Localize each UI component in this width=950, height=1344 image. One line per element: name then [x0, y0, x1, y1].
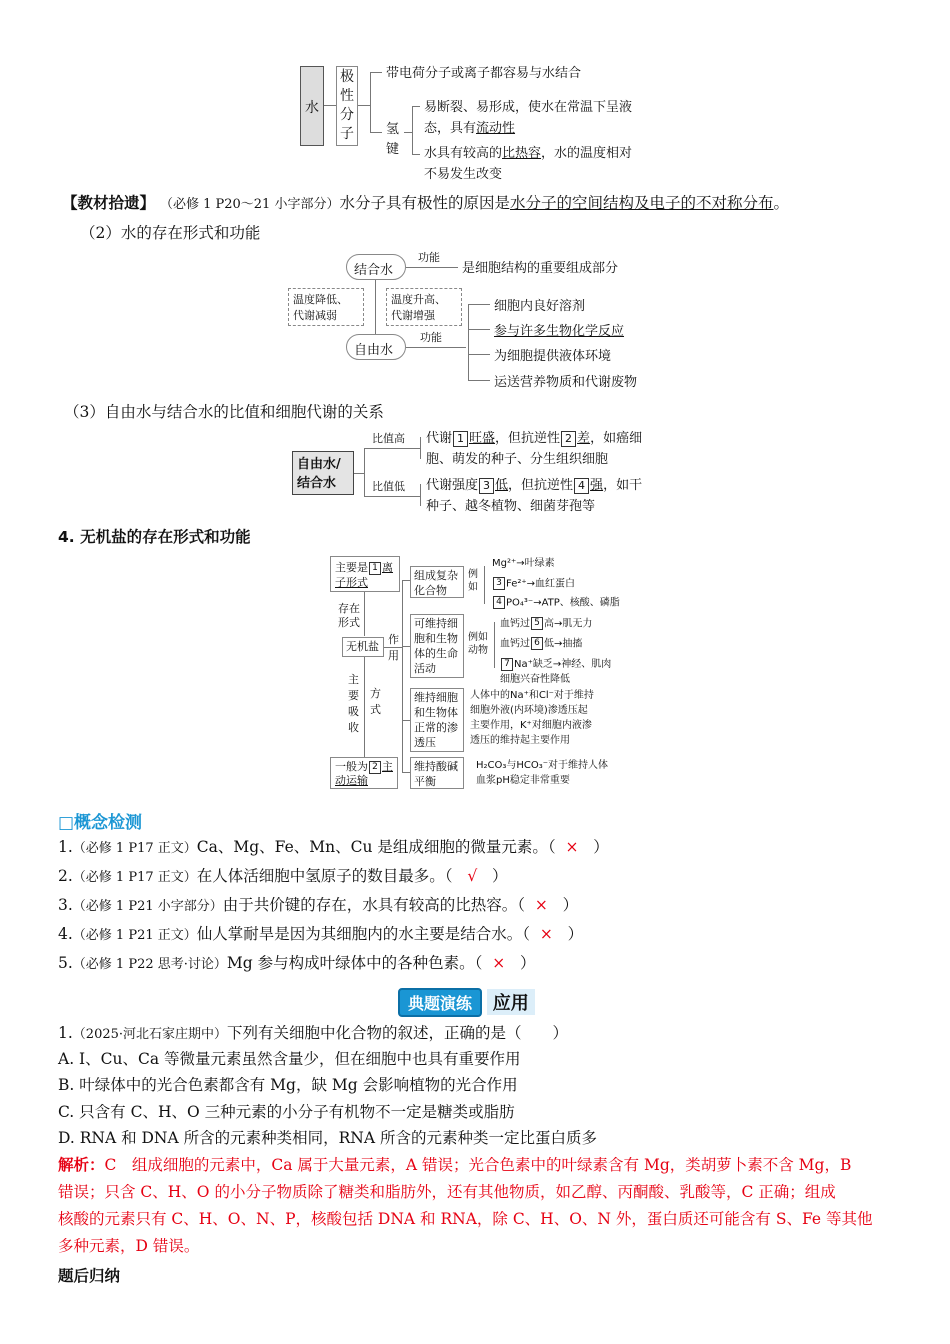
- option-b: B. 叶绿体中的光合色素都含有 Mg，缺 Mg 会影响植物的光合作用: [58, 1076, 518, 1094]
- life-item-1: 血钙过 5 高→肌无力: [500, 618, 593, 630]
- option-d: D. RNA 和 DNA 所含的元素种类相同，RNA 所含的元素种类一定比蛋白质多: [58, 1129, 597, 1147]
- concept-item-1: 1.（必修 1 P17 正文）Ca、Mg、Fe、Mn、Cu 是组成细胞的微量元素。（ × ）: [58, 838, 609, 856]
- convert-right-box: 温度升高、 代谢增强: [386, 288, 462, 326]
- convert-left-box: 温度降低、 代谢减弱: [288, 288, 364, 326]
- bound-func-label: 功能: [418, 251, 440, 264]
- life-item-2: 血钙过 6 低→抽搐: [500, 638, 583, 650]
- concept-answer: ×: [492, 954, 506, 972]
- concept-answer: ×: [534, 896, 548, 914]
- free-water-function-3: 为细胞提供液体环境: [494, 349, 612, 364]
- compound-item-3: 4 PO₄³⁻→ATP、核酸、磷脂: [492, 596, 620, 611]
- ph-description: H₂CO₃与HCO₃⁻对于维持人体 血浆pH稳定非常重要: [476, 760, 609, 786]
- concept-answer: ×: [539, 925, 553, 943]
- free-water-function-2: 参与许多生物化学反应: [494, 324, 625, 339]
- section-3-title: （3）自由水与结合水的比值和细胞代谢的关系: [64, 403, 384, 421]
- concept-check-title: □概念检测: [58, 813, 143, 833]
- explanation: 解析：C 组成细胞的元素中，Ca 属于大量元素，A 错误；光合色素中的叶绿素含有 Mg，类胡萝卜素不含 Mg，B 错误；只含 C、H、O 的小分子物质除了糖类和脂肪外，还有其他物质，如乙醇、丙酮酸、乳酸等，C 正确；组成 核酸的元素只有 C、H、O、N、P，核酸包括 DNA 和 RNA，除 C、H、O、N 外，蛋白质还可能含有 S、Fe 等其他 多种元素，D 错误。: [58, 1156, 873, 1255]
- concept-item-5: 5.（必修 1 P22 思考·讨论）Mg 参与构成叶绿体中的各种色素。（ × ）: [58, 954, 536, 972]
- water-root-label: 水: [305, 100, 319, 116]
- free-water-function-4: 运送营养物质和代谢废物: [494, 375, 638, 390]
- ratio-low-label: 比值低: [372, 480, 405, 493]
- exist-form-label: 存在形式: [338, 602, 360, 629]
- summary-heading: 题后归纳: [58, 1267, 121, 1285]
- compound-item-1: Mg²⁺→叶绿素: [492, 558, 555, 569]
- inorganic-salt-box: 无机盐: [342, 637, 384, 657]
- practice-banner: [398, 988, 535, 1017]
- ratio-low-text: 代谢强度 3 低，但抗逆性 4 强，如干 种子、越冬植物、细菌芽孢等: [426, 478, 643, 514]
- option-a: A. I、Cu、Ca 等微量元素虽然含量少，但在细胞中也具有重要作用: [58, 1050, 521, 1068]
- main-form-box: 主要是 1 离 子形式: [330, 556, 400, 592]
- concept-item-3: 3.（必修 1 P21 小字部分）由于共价键的存在，水具有较高的比热容。（ × ）: [58, 896, 579, 914]
- ratio-high-text: 代谢 1 旺盛，但抗逆性 2 差，如癌细 胞、萌发的种子、分生组织细胞: [426, 431, 643, 467]
- practice-banner-text: 应用: [487, 989, 535, 1015]
- question-stem: 1.（2025·河北石家庄期中）下列有关细胞中化合物的叙述，正确的是（ ）: [58, 1024, 569, 1042]
- practice-banner-badge: 典题演练: [398, 988, 482, 1017]
- hbond-description-2: 水具有较高的比热容，水的温度相对 不易发生改变: [424, 146, 633, 182]
- role-label: 作用: [388, 633, 399, 662]
- function-compound-box: 组成复杂 化合物: [410, 566, 464, 598]
- textbook-note: 【教材拾遗】 （必修 1 P20～21 小字部分）水分子具有极性的原因是水分子的空间结构及电子的不对称分布。: [62, 194, 789, 212]
- function-life-activity-box: 可维持细 胞和生物 体的生命 活动: [410, 614, 464, 678]
- section-2-title: （2）水的存在形式和功能: [80, 224, 261, 242]
- free-func-label: 功能: [420, 331, 442, 344]
- osmotic-description: 人体中的Na⁺和Cl⁻对于维持 细胞外液(内环境)渗透压起 主要作用，K⁺对细胞内液渗 透压的维持起主要作用: [470, 690, 594, 746]
- bound-water-oval: 结合水: [346, 254, 406, 280]
- free-water-oval: 自由水: [346, 334, 406, 360]
- method-label: 方式: [370, 687, 381, 716]
- concept-item-4: 4.（必修 1 P21 正文）仙人掌耐旱是因为其细胞内的水主要是结合水。（ × ）: [58, 925, 584, 943]
- polar-description: 带电荷分子或离子都容易与水结合: [386, 66, 582, 81]
- function-osmotic-box: 维持细胞 和生物体 正常的渗 透压: [410, 688, 464, 752]
- concept-answer: ×: [565, 838, 579, 856]
- concept-item-2: 2.（必修 1 P17 正文）在人体活细胞中氢原子的数目最多。（ √ ）: [58, 867, 508, 885]
- bound-water-function: 是细胞结构的重要组成部分: [462, 261, 619, 276]
- life-item-3: 7 Na⁺缺乏→神经、肌肉 细胞兴奋性降低: [500, 658, 612, 685]
- polar-molecule-label: 极性分子: [340, 69, 354, 142]
- eg-animal-label: 例如动物: [468, 632, 488, 656]
- ratio-box: 自由水/ 结合水: [292, 451, 354, 495]
- hbond-label: 氢键: [386, 122, 400, 157]
- hbond-description-1: 易断裂、易形成，使水在常温下呈液 态，具有流动性: [424, 100, 633, 136]
- mainly-absorb-label: 主要吸收: [348, 673, 359, 734]
- compound-item-2: 3 Fe²⁺→血红蛋白: [492, 577, 575, 592]
- active-transport-box: 一般为 2 主 动运输: [330, 757, 398, 789]
- free-water-function-1: 细胞内良好溶剂: [494, 299, 586, 314]
- water-root-box: [300, 66, 324, 146]
- ratio-high-label: 比值高: [372, 432, 405, 445]
- function-ph-box: 维持酸碱 平衡: [410, 757, 464, 789]
- concept-answer: √: [467, 867, 478, 885]
- option-c: C. 只含有 C、H、O 三种元素的小分子有机物不一定是糖类或脂肪: [58, 1103, 515, 1121]
- section-4-title: 4. 无机盐的存在形式和功能: [58, 528, 251, 546]
- eg-label-1: 例如: [468, 569, 478, 593]
